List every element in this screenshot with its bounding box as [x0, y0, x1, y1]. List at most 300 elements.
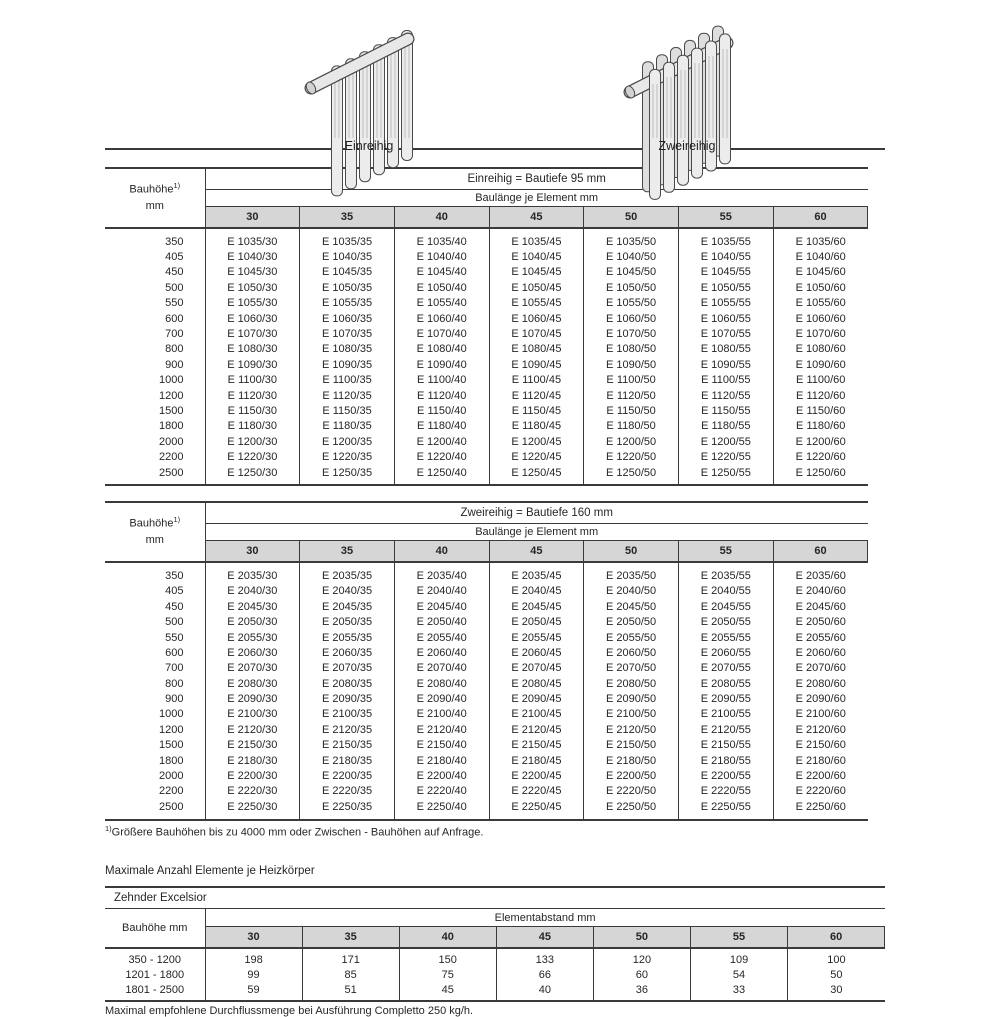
figure-caption-zweireihig: Zweireihig — [658, 139, 716, 153]
data-cell: E 1180/35 — [300, 419, 395, 434]
data-cell: E 1100/30 — [205, 373, 300, 388]
data-cell: E 2200/45 — [489, 768, 584, 783]
data-cell: E 2080/35 — [300, 676, 395, 691]
table-row — [105, 967, 885, 982]
row-header-cell: 2500 — [105, 799, 205, 819]
data-cell: E 1250/60 — [795, 466, 846, 479]
data-cell: E 2090/60 — [795, 693, 846, 706]
data-cell: E 1100/40 — [394, 373, 489, 388]
row-header-cell: 600 — [105, 645, 205, 660]
data-cell: E 1040/55 — [678, 249, 773, 264]
column-header: 35 — [300, 207, 395, 229]
data-cell: E 1055/50 — [584, 296, 679, 311]
data-cell: E 2040/35 — [300, 584, 395, 599]
data-cell: 120 — [593, 948, 690, 967]
data-cell: 36 — [593, 982, 690, 1001]
data-cell: 133 — [496, 948, 593, 967]
data-cell: E 1220/50 — [584, 449, 679, 464]
table-row — [105, 419, 868, 434]
data-cell: E 1250/55 — [678, 465, 773, 485]
data-cell: E 2045/60 — [795, 600, 846, 613]
table-row — [105, 768, 868, 783]
data-cell: E 2150/40 — [394, 738, 489, 753]
data-cell: E 2035/60 — [795, 569, 846, 582]
data-cell: E 1150/45 — [489, 403, 584, 418]
column-header: 60 — [773, 541, 868, 563]
data-cell: E 1180/50 — [584, 419, 679, 434]
data-cell: E 2080/50 — [584, 676, 679, 691]
data-cell: E 1200/40 — [394, 434, 489, 449]
data-cell: E 2080/60 — [795, 677, 846, 690]
data-cell: E 1035/60 — [795, 235, 846, 248]
data-cell: 33 — [690, 982, 787, 1001]
data-cell: E 2090/45 — [489, 691, 584, 706]
row-header-cell: 1200 — [105, 722, 205, 737]
data-cell: E 2200/35 — [300, 768, 395, 783]
data-cell: E 2180/35 — [300, 753, 395, 768]
data-cell: E 1090/30 — [205, 357, 300, 372]
data-cell: E 2180/55 — [678, 753, 773, 768]
column-header: 60 — [773, 207, 868, 229]
table-row — [105, 465, 868, 485]
max-elements-heading: Maximale Anzahl Elemente je Heizkörper — [105, 865, 315, 878]
data-cell: E 1100/35 — [300, 373, 395, 388]
table-row — [105, 326, 868, 341]
data-cell: E 2120/30 — [205, 722, 300, 737]
column-group-title: Elementabstand mm — [205, 909, 885, 927]
row-header-cell: 550 — [105, 630, 205, 645]
data-cell: E 2220/60 — [795, 785, 846, 798]
data-cell: E 1200/55 — [678, 434, 773, 449]
table-row — [105, 630, 868, 645]
data-cell: E 1090/35 — [300, 357, 395, 372]
data-cell: E 2150/35 — [300, 738, 395, 753]
data-cell: E 1040/45 — [489, 249, 584, 264]
row-header-cell: 2500 — [105, 465, 205, 485]
footnote-marker: 1) — [173, 181, 181, 191]
table-row — [105, 342, 868, 357]
data-cell: E 2040/50 — [584, 584, 679, 599]
row-header-cell: 900 — [105, 357, 205, 372]
data-cell: E 1180/60 — [796, 420, 846, 433]
data-cell: E 2090/55 — [678, 691, 773, 706]
data-cell: E 2055/55 — [678, 630, 773, 645]
data-cell: E 2150/50 — [584, 738, 679, 753]
row-header-cell: 1000 — [105, 707, 205, 722]
data-cell: E 1035/50 — [584, 228, 679, 249]
data-cell: E 1070/30 — [205, 326, 300, 341]
row-header-cell: 550 — [105, 296, 205, 311]
row-header-cell: 1201 - 1800 — [105, 967, 205, 982]
data-cell: E 1050/45 — [489, 280, 584, 295]
row-header-cell: 450 — [105, 265, 205, 280]
data-cell: E 1220/45 — [489, 449, 584, 464]
row-header-label: Bauhöhe — [129, 183, 174, 196]
data-cell: E 2120/35 — [300, 722, 395, 737]
data-cell: E 1045/35 — [300, 265, 395, 280]
table-row — [105, 311, 868, 326]
data-cell: E 2070/35 — [300, 661, 395, 676]
data-cell: E 1045/45 — [489, 265, 584, 280]
data-cell: E 2040/40 — [394, 584, 489, 599]
data-cell: 198 — [205, 948, 302, 967]
data-cell: E 1035/35 — [300, 228, 395, 249]
data-cell: E 2250/30 — [205, 799, 300, 819]
data-cell: E 2100/50 — [584, 707, 679, 722]
row-header-cell: 1200 — [105, 388, 205, 403]
data-cell: E 2050/30 — [205, 614, 300, 629]
data-cell: E 1045/50 — [584, 265, 679, 280]
data-cell: 109 — [690, 948, 787, 967]
data-cell: E 2035/55 — [678, 562, 773, 583]
table-row — [105, 265, 868, 280]
data-cell: 66 — [496, 967, 593, 982]
radiator-figures — [0, 0, 989, 153]
data-cell: E 1120/45 — [489, 388, 584, 403]
data-cell: E 2050/35 — [300, 614, 395, 629]
column-header: 55 — [678, 207, 773, 229]
column-header: 40 — [394, 207, 489, 229]
data-cell: E 1040/35 — [300, 249, 395, 264]
table-row — [105, 784, 868, 799]
table-row — [105, 403, 868, 418]
data-cell: E 2100/40 — [394, 707, 489, 722]
data-cell: E 1120/55 — [678, 388, 773, 403]
table-row — [105, 584, 868, 599]
data-cell: E 1060/35 — [300, 311, 395, 326]
table-body — [105, 562, 868, 819]
data-cell: E 2070/60 — [795, 662, 846, 675]
data-cell: 100 — [827, 953, 846, 966]
row-header-cell: 405 — [105, 249, 205, 264]
data-cell: E 1050/60 — [795, 281, 846, 294]
data-cell: E 1080/50 — [584, 342, 679, 357]
data-cell: E 1070/40 — [394, 326, 489, 341]
column-header-row — [105, 207, 868, 229]
data-cell: E 2120/55 — [678, 722, 773, 737]
data-cell: E 1250/50 — [584, 465, 679, 485]
data-cell: E 2060/40 — [394, 645, 489, 660]
data-cell: E 1050/50 — [584, 280, 679, 295]
data-cell: E 2080/55 — [678, 676, 773, 691]
data-cell: E 1090/45 — [489, 357, 584, 372]
data-cell: E 2120/45 — [489, 722, 584, 737]
data-cell: E 1250/35 — [300, 465, 395, 485]
data-cell: 150 — [399, 948, 496, 967]
data-cell: 75 — [399, 967, 496, 982]
data-cell: E 1200/45 — [489, 434, 584, 449]
data-cell: E 1040/30 — [205, 249, 300, 264]
row-header-unit: mm — [145, 534, 164, 547]
column-header: 30 — [205, 927, 302, 949]
data-cell: E 2200/30 — [205, 768, 300, 783]
data-cell: E 1050/30 — [205, 280, 300, 295]
section-divider — [105, 148, 885, 150]
table-row — [105, 645, 868, 660]
data-cell: E 2220/45 — [489, 784, 584, 799]
data-cell: E 1220/55 — [678, 449, 773, 464]
data-cell: E 1035/40 — [394, 228, 489, 249]
data-cell: E 1150/60 — [796, 404, 846, 417]
data-cell: E 2090/40 — [394, 691, 489, 706]
table-title: Einreihig = Bautiefe 95 mm — [205, 168, 868, 190]
row-header-cell: 700 — [105, 661, 205, 676]
table-row — [105, 357, 868, 372]
data-cell: E 2220/50 — [584, 784, 679, 799]
data-cell: E 1150/40 — [394, 403, 489, 418]
table-title: Zweireihig = Bautiefe 160 mm — [205, 502, 868, 524]
column-header: 55 — [678, 541, 773, 563]
data-cell: E 1080/45 — [489, 342, 584, 357]
data-cell: E 2220/35 — [300, 784, 395, 799]
data-cell: E 2250/50 — [584, 799, 679, 819]
data-cell: E 2250/45 — [489, 799, 584, 819]
data-cell: E 2040/30 — [205, 584, 300, 599]
data-cell: E 1060/50 — [584, 311, 679, 326]
data-cell: E 1150/50 — [584, 403, 679, 418]
table-row — [105, 661, 868, 676]
data-cell: E 1080/35 — [300, 342, 395, 357]
table-body — [105, 948, 885, 1001]
data-cell: E 2050/60 — [795, 616, 846, 629]
row-header-cell: 900 — [105, 691, 205, 706]
data-cell: E 2100/35 — [300, 707, 395, 722]
data-cell: E 1060/55 — [678, 311, 773, 326]
column-header: 30 — [205, 207, 300, 229]
row-header-cell: 800 — [105, 342, 205, 357]
data-cell: E 2055/35 — [300, 630, 395, 645]
data-cell: E 1120/60 — [796, 389, 846, 402]
table-body — [105, 228, 868, 485]
data-cell: E 1070/45 — [489, 326, 584, 341]
data-cell: E 2090/35 — [300, 691, 395, 706]
data-cell: E 2200/50 — [584, 768, 679, 783]
footnote-text: Größere Bauhöhen bis zu 4000 mm oder Zwischen - Bauhöhen auf Anfrage. — [111, 826, 484, 839]
data-cell: E 1055/60 — [795, 297, 846, 310]
column-header: 40 — [394, 541, 489, 563]
row-header-cell: 1000 — [105, 373, 205, 388]
table-subtitle: Baulänge je Element mm — [205, 524, 868, 541]
data-cell: E 2080/30 — [205, 676, 300, 691]
column-header: 50 — [584, 541, 679, 563]
column-header: 35 — [302, 927, 399, 949]
data-cell: E 1055/30 — [205, 296, 300, 311]
row-header-cell: 800 — [105, 676, 205, 691]
radiator-single-row-icon — [302, 24, 436, 138]
flow-rate-note: Maximal empfohlene Durchflussmenge bei Ausführung Completto 250 kg/h. — [105, 1005, 474, 1017]
table-row — [105, 982, 885, 1001]
data-cell: E 2070/45 — [489, 661, 584, 676]
table-row — [105, 280, 868, 295]
data-cell: E 1080/30 — [205, 342, 300, 357]
data-cell: E 1090/50 — [584, 357, 679, 372]
data-cell: E 2045/30 — [205, 599, 300, 614]
data-cell: E 2100/55 — [678, 707, 773, 722]
table-row — [105, 799, 868, 819]
table-max-elements — [105, 886, 885, 1002]
data-cell: E 2055/30 — [205, 630, 300, 645]
data-cell: E 2070/50 — [584, 661, 679, 676]
data-cell: E 2200/60 — [795, 770, 846, 783]
table-row — [105, 691, 868, 706]
data-cell: E 2100/45 — [489, 707, 584, 722]
column-header: 45 — [489, 541, 584, 563]
column-header: 45 — [496, 927, 593, 949]
data-cell: E 1120/40 — [394, 388, 489, 403]
data-cell: E 1070/60 — [795, 328, 846, 341]
data-cell: 45 — [399, 982, 496, 1001]
row-header-unit: mm — [145, 199, 164, 212]
table-row — [105, 707, 868, 722]
footnote-marker: 1) — [173, 515, 181, 525]
data-cell: 171 — [302, 948, 399, 967]
data-cell: E 1220/60 — [795, 451, 846, 464]
data-cell: E 1100/50 — [584, 373, 679, 388]
data-cell: E 2060/30 — [205, 645, 300, 660]
row-header-cell: 1800 — [105, 419, 205, 434]
data-cell: E 2180/60 — [795, 754, 846, 767]
data-cell: E 1150/30 — [205, 403, 300, 418]
table-einreihig — [105, 167, 868, 486]
data-cell: E 1035/30 — [205, 228, 300, 249]
table-zweireihig — [105, 501, 868, 820]
data-cell: E 1150/55 — [678, 403, 773, 418]
figure-einreihig — [302, 24, 436, 153]
data-cell: E 2250/60 — [795, 800, 846, 813]
row-header-cell: 600 — [105, 311, 205, 326]
data-cell: E 2035/45 — [489, 562, 584, 583]
row-header-label: Bauhöhe — [129, 518, 174, 531]
data-cell: E 1220/40 — [394, 449, 489, 464]
data-cell: E 1070/35 — [300, 326, 395, 341]
data-cell: E 1045/60 — [795, 266, 846, 279]
data-cell: E 1180/40 — [394, 419, 489, 434]
data-cell: E 1050/40 — [394, 280, 489, 295]
data-cell: E 1040/50 — [584, 249, 679, 264]
row-header-title: Bauhöhe mm — [105, 909, 205, 949]
footnote-marker: 1) — [105, 823, 112, 833]
row-header-cell: 1500 — [105, 738, 205, 753]
data-cell: E 1035/45 — [489, 228, 584, 249]
footnote — [105, 824, 989, 839]
data-cell: E 2040/45 — [489, 584, 584, 599]
column-header-row — [105, 927, 885, 949]
data-cell: 30 — [830, 983, 843, 996]
data-cell: E 2060/55 — [678, 645, 773, 660]
data-cell: E 1200/60 — [795, 435, 846, 448]
data-cell: E 1200/35 — [300, 434, 395, 449]
data-cell: E 2150/60 — [795, 739, 846, 752]
figure-caption-einreihig: Einreihig — [344, 139, 394, 153]
data-cell: E 2050/50 — [584, 614, 679, 629]
table-row — [105, 562, 868, 583]
row-header-cell: 2200 — [105, 449, 205, 464]
data-cell: E 1250/45 — [489, 465, 584, 485]
data-cell: E 2035/50 — [584, 562, 679, 583]
data-cell: E 2060/50 — [584, 645, 679, 660]
data-cell: E 2060/60 — [795, 646, 846, 659]
row-header-cell: 2000 — [105, 434, 205, 449]
table-row — [105, 948, 885, 967]
row-header-cell: 2200 — [105, 784, 205, 799]
data-cell: E 2220/30 — [205, 784, 300, 799]
data-cell: E 2055/50 — [584, 630, 679, 645]
table-row — [105, 676, 868, 691]
data-cell: E 1060/60 — [795, 312, 846, 325]
row-header-cell: 1801 - 2500 — [105, 982, 205, 1001]
data-cell: E 1250/30 — [205, 465, 300, 485]
table-row — [105, 614, 868, 629]
column-header: 55 — [690, 927, 787, 949]
data-cell: E 2150/30 — [205, 738, 300, 753]
data-cell: E 1055/35 — [300, 296, 395, 311]
data-cell: E 2035/40 — [394, 562, 489, 583]
data-cell: E 1180/45 — [489, 419, 584, 434]
table-row — [105, 449, 868, 464]
data-cell: 54 — [690, 967, 787, 982]
data-cell: E 2100/30 — [205, 707, 300, 722]
data-cell: E 1055/40 — [394, 296, 489, 311]
data-cell: E 2040/55 — [678, 584, 773, 599]
data-cell: E 1080/60 — [795, 343, 846, 356]
row-header-title — [105, 502, 205, 562]
data-cell: E 2200/55 — [678, 768, 773, 783]
table-row — [105, 738, 868, 753]
data-cell: E 1080/55 — [678, 342, 773, 357]
table-row — [105, 434, 868, 449]
data-cell: E 2180/40 — [394, 753, 489, 768]
data-cell: E 2035/35 — [300, 562, 395, 583]
table-row — [105, 296, 868, 311]
row-header-cell: 350 - 1200 — [105, 948, 205, 967]
data-cell: E 2200/40 — [394, 768, 489, 783]
data-cell: E 1060/40 — [394, 311, 489, 326]
data-cell: E 1090/55 — [678, 357, 773, 372]
data-cell: E 2250/35 — [300, 799, 395, 819]
data-cell: E 2120/40 — [394, 722, 489, 737]
data-cell: E 1045/30 — [205, 265, 300, 280]
data-cell: E 2045/55 — [678, 599, 773, 614]
data-cell: E 1150/35 — [300, 403, 395, 418]
data-cell: E 2080/45 — [489, 676, 584, 691]
row-header-cell: 2000 — [105, 768, 205, 783]
data-cell: E 2040/60 — [795, 585, 846, 598]
data-cell: E 1200/30 — [205, 434, 300, 449]
row-header-cell: 350 — [105, 228, 205, 249]
data-cell: E 1100/60 — [796, 374, 846, 387]
data-cell: E 2045/50 — [584, 599, 679, 614]
data-cell: 51 — [302, 982, 399, 1001]
data-cell: E 1100/55 — [678, 373, 773, 388]
row-header-cell: 700 — [105, 326, 205, 341]
data-cell: E 1055/55 — [678, 296, 773, 311]
row-header-cell: 500 — [105, 280, 205, 295]
data-cell: E 1055/45 — [489, 296, 584, 311]
data-cell: E 2050/45 — [489, 614, 584, 629]
data-cell: E 1220/35 — [300, 449, 395, 464]
data-cell: E 1045/40 — [394, 265, 489, 280]
data-cell: E 1220/30 — [205, 449, 300, 464]
column-header: 60 — [788, 927, 885, 949]
data-cell: E 2120/60 — [795, 723, 846, 736]
data-cell: E 1040/40 — [394, 249, 489, 264]
data-cell: E 1120/30 — [205, 388, 300, 403]
data-cell: E 2250/55 — [678, 799, 773, 819]
data-cell: E 1250/40 — [394, 465, 489, 485]
data-cell: E 2050/40 — [394, 614, 489, 629]
data-cell: E 2045/35 — [300, 599, 395, 614]
data-cell: E 1045/55 — [678, 265, 773, 280]
